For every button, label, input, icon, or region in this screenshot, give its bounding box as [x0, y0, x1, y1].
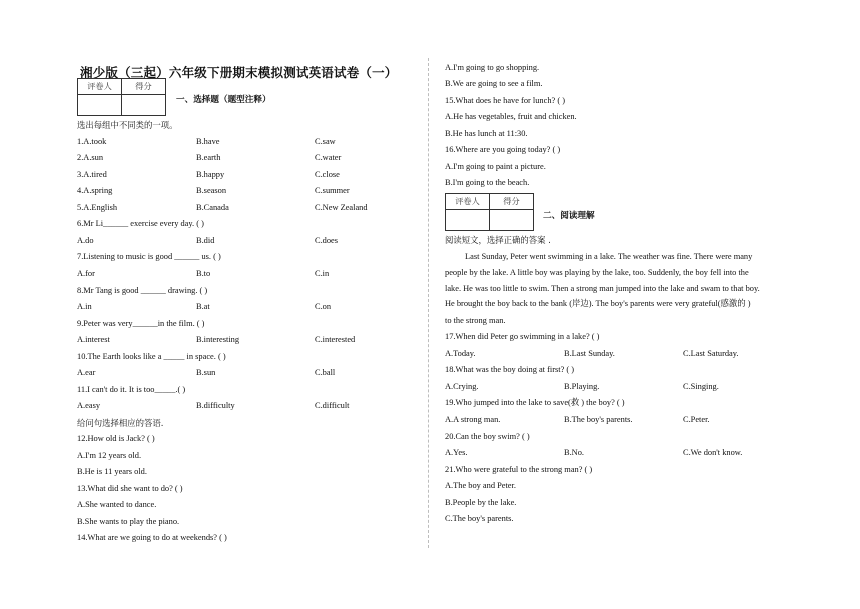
right-column: [431, 0, 860, 609]
q16-text: 16.Where are you going today? ( ): [445, 145, 561, 154]
q9-option-b: B.interesting: [196, 335, 240, 344]
q2-option-a: 2.A.sun: [77, 153, 104, 162]
q7-option-c: C.in: [315, 269, 330, 278]
q9-option-c: C.interested: [315, 335, 356, 344]
left-column: [0, 0, 428, 609]
q4-option-b: B.season: [196, 186, 227, 195]
q16-option-b: B.I'm going to the beach.: [445, 178, 530, 187]
score-table-2: [445, 193, 534, 231]
q19-option-b: B.The boy's parents.: [564, 415, 633, 424]
q3-option-b: B.happy: [196, 170, 225, 179]
passage-line-5: to the strong man.: [445, 316, 506, 325]
q12-option-b: B.He is 11 years old.: [77, 467, 147, 476]
q18-option-a: A.Crying.: [445, 382, 479, 391]
q16-option-a: A.I'm going to paint a picture.: [445, 162, 546, 171]
q17-option-c: C.Last Saturday.: [683, 349, 739, 358]
q9-text: 9.Peter was very______in the film. ( ): [77, 319, 205, 328]
q14-option-a: A.I'm going to go shopping.: [445, 63, 540, 72]
q10-option-a: A.ear: [77, 368, 96, 377]
q3-option-c: C.close: [315, 170, 340, 179]
passage-line-4: He brought the boy back to the bank (岸边). The boy's parents were very grateful(感激的 ): [445, 299, 751, 308]
q7-option-a: A.for: [77, 269, 95, 278]
q11-option-c: C.difficult: [315, 401, 350, 410]
q4-option-c: C.summer: [315, 186, 350, 195]
q13-option-b: B.She wants to play the piano.: [77, 517, 180, 526]
q19-text: 19.Who jumped into the lake to save(救 ) the boy? ( ): [445, 398, 625, 407]
q11-option-a: A.easy: [77, 401, 101, 410]
q21-option-c: C.The boy's parents.: [445, 514, 514, 523]
q20-option-c: C.We don't know.: [683, 448, 743, 457]
passage-line-2: people by the lake. A little boy was playing by the lake, too. Suddenly, the boy fell into the: [445, 268, 749, 277]
section2-instruction: 阅读短文，选择正确的答案 .: [445, 235, 551, 245]
q21-option-a: A.The boy and Peter.: [445, 481, 516, 490]
q1-option-a: 1.A.took: [77, 137, 107, 146]
passage-line-3: lake. He was too little to swim. Then a strong man jumped into the lake and swam to that boy.: [445, 284, 760, 293]
q7-option-b: B.to: [196, 269, 211, 278]
q6-text: 6.Mr Li______ exercise every day. ( ): [77, 219, 204, 228]
q4-option-a: 4.A.spring: [77, 186, 113, 195]
q6-option-b: B.did: [196, 236, 215, 245]
section1-heading: 一、选择题（题型注释）: [176, 95, 271, 105]
q17-text: 17.When did Peter go swimming in a lake? ( ): [445, 332, 600, 341]
section2-heading: 二、阅读理解: [543, 211, 595, 221]
q8-option-b: B.at: [196, 302, 210, 311]
q2-option-b: B.earth: [196, 153, 221, 162]
reviewer-cell[interactable]: [78, 95, 122, 116]
q2-option-c: C.water: [315, 153, 342, 162]
reviewer-label: 评卷人: [78, 79, 122, 95]
q14-text: 14.What are we going to do at weekends? ( ): [77, 533, 227, 542]
passage-line-1: Last Sunday, Peter went swimming in a lake. The weather was fine. There were many: [465, 252, 753, 261]
score-cell[interactable]: [122, 95, 166, 116]
q20-option-a: A.Yes.: [445, 448, 468, 457]
q21-text: 21.Who were grateful to the strong man? ( ): [445, 465, 593, 474]
q11-option-b: B.difficulty: [196, 401, 235, 410]
q10-option-b: B.sun: [196, 368, 216, 377]
q20-option-b: B.No.: [564, 448, 585, 457]
q18-option-b: B.Playing.: [564, 382, 600, 391]
score-label: 得分: [122, 79, 166, 95]
q17-option-a: A.Today.: [445, 349, 476, 358]
q12-text: 12.How old is Jack? ( ): [77, 434, 155, 443]
q13-text: 13.What did she want to do? ( ): [77, 484, 183, 493]
q15-text: 15.What does he have for lunch? ( ): [445, 96, 565, 105]
q15-option-b: B.He has lunch at 11:30.: [445, 129, 528, 138]
score-cell-2[interactable]: [490, 210, 534, 231]
q8-option-a: A.in: [77, 302, 92, 311]
q20-text: 20.Can the boy swim? ( ): [445, 432, 530, 441]
q10-text: 10.The Earth looks like a _____ in space. ( ): [77, 352, 226, 361]
q17-option-b: B.Last Sunday.: [564, 349, 615, 358]
q11-text: 11.I can't do it. It is too_____.( ): [77, 385, 186, 394]
q7-text: 7.Listening to music is good ______ us. ( ): [77, 252, 221, 261]
section1-instruction: 选出每组中不同类的一项。: [77, 120, 178, 130]
q19-option-c: C.Peter.: [683, 415, 710, 424]
q1-option-c: C.saw: [315, 137, 336, 146]
column-divider: [428, 58, 429, 548]
q14-option-b: B.We are going to see a film.: [445, 79, 543, 88]
q6-option-c: C.does: [315, 236, 339, 245]
q10-option-c: C.ball: [315, 368, 336, 377]
q9-option-a: A.interest: [77, 335, 110, 344]
q1-option-b: B.have: [196, 137, 220, 146]
page-title: 湘少版（三起）六年级下册期末模拟测试英语试卷（一）: [80, 65, 398, 80]
section1-instruction2: 给问句选择相应的答语.: [77, 418, 164, 428]
reviewer-cell-2[interactable]: [446, 210, 490, 231]
q15-option-a: A.He has vegetables, fruit and chicken.: [445, 112, 577, 121]
q21-option-b: B.People by the lake.: [445, 498, 517, 507]
q13-option-a: A.She wanted to dance.: [77, 500, 157, 509]
score-label-2: 得分: [490, 194, 534, 210]
q5-option-c: C.New Zealand: [315, 203, 368, 212]
q19-option-a: A.A strong man.: [445, 415, 501, 424]
q5-option-a: 5.A.English: [77, 203, 118, 212]
q8-text: 8.Mr Tang is good ______ drawing. ( ): [77, 286, 208, 295]
q12-option-a: A.I'm 12 years old.: [77, 451, 142, 460]
reviewer-label-2: 评卷人: [446, 194, 490, 210]
q18-option-c: C.Singing.: [683, 382, 719, 391]
score-table: [77, 78, 166, 116]
q5-option-b: B.Canada: [196, 203, 229, 212]
q3-option-a: 3.A.tired: [77, 170, 107, 179]
q8-option-c: C.on: [315, 302, 332, 311]
q18-text: 18.What was the boy doing at first? ( ): [445, 365, 575, 374]
q6-option-a: A.do: [77, 236, 94, 245]
